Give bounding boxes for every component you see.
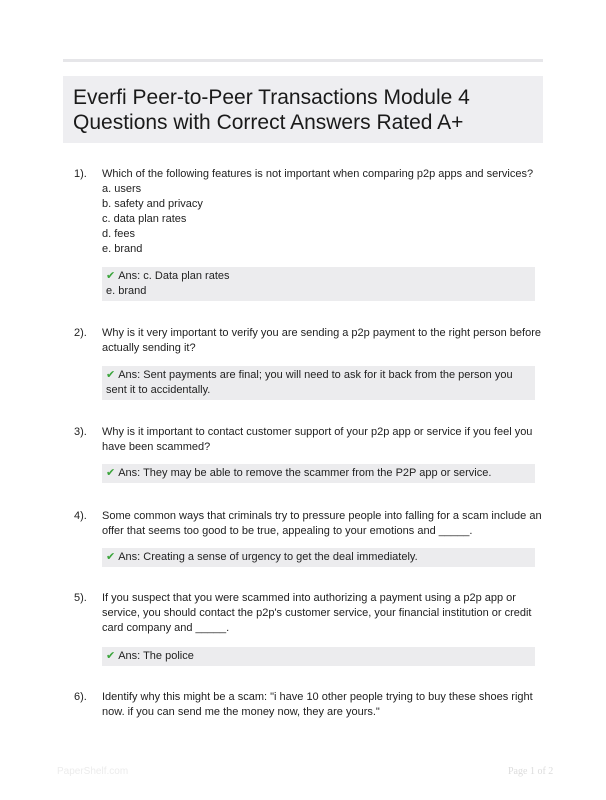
answer-extra: e. brand xyxy=(106,285,147,297)
option-e: e. brand xyxy=(102,243,143,255)
check-icon: ✔ xyxy=(106,369,116,381)
question-number: 2). xyxy=(74,327,87,339)
question-number: 4). xyxy=(74,510,87,522)
answer-text: Ans: c. Data plan rates xyxy=(118,270,230,282)
question-text xyxy=(102,167,542,257)
question-number: 6). xyxy=(74,691,87,703)
top-divider xyxy=(63,59,543,62)
answer-box xyxy=(102,267,535,301)
footer-site: PaperShelf.com xyxy=(57,766,129,777)
answer-text: Ans: They may be able to remove the scammer from the P2P app or service. xyxy=(118,467,492,479)
question-number: 3). xyxy=(74,426,87,438)
question-text: If you suspect that you were scammed into authorizing a payment using a p2p app or service, you should contact the p2p's customer service, your financial institution or credit card company and _____. xyxy=(102,592,532,634)
answer-text: Ans: The police xyxy=(118,650,194,662)
question-number: 5). xyxy=(74,592,87,604)
question-text: Some common ways that criminals try to pressure people into falling for a scam include an offer that seems too good to be true, appealing to your emotions and _____. xyxy=(102,510,542,537)
option-c: c. data plan rates xyxy=(102,213,187,225)
answer-box xyxy=(102,366,535,400)
answer-text: Ans: Sent payments are final; you will need to ask for it back from the person you sent it to accidentally. xyxy=(106,369,513,396)
question-number: 1). xyxy=(74,168,87,180)
question-prompt: Which of the following features is not important when comparing p2p apps and services? xyxy=(102,168,534,180)
document-title: Everfi Peer-to-Peer Transactions Module 4 Questions with Correct Answers Rated A+ xyxy=(73,86,470,134)
answer-box xyxy=(102,548,535,567)
answer-box xyxy=(102,464,535,483)
option-a: a. users xyxy=(102,183,142,195)
question-text: Why is it very important to verify you are sending a p2p payment to the right person before actually sending it? xyxy=(102,327,542,354)
check-icon: ✔ xyxy=(106,650,116,662)
option-d: d. fees xyxy=(102,228,136,240)
option-b: b. safety and privacy xyxy=(102,198,203,210)
question-text: Identify why this might be a scam: "i have 10 other people trying to buy these shoes right now. if you can send me the money now, they are yours." xyxy=(102,691,533,718)
check-icon: ✔ xyxy=(106,551,116,563)
answer-text: Ans: Creating a sense of urgency to get the deal immediately. xyxy=(118,551,418,563)
title-banner xyxy=(63,76,543,143)
footer-page-number: Page 1 of 2 xyxy=(508,766,554,777)
answer-box xyxy=(102,647,535,666)
check-icon: ✔ xyxy=(106,467,116,479)
question-text: Why is it important to contact customer support of your p2p app or service if you feel you have been scammed? xyxy=(102,426,533,453)
check-icon: ✔ xyxy=(106,270,116,282)
